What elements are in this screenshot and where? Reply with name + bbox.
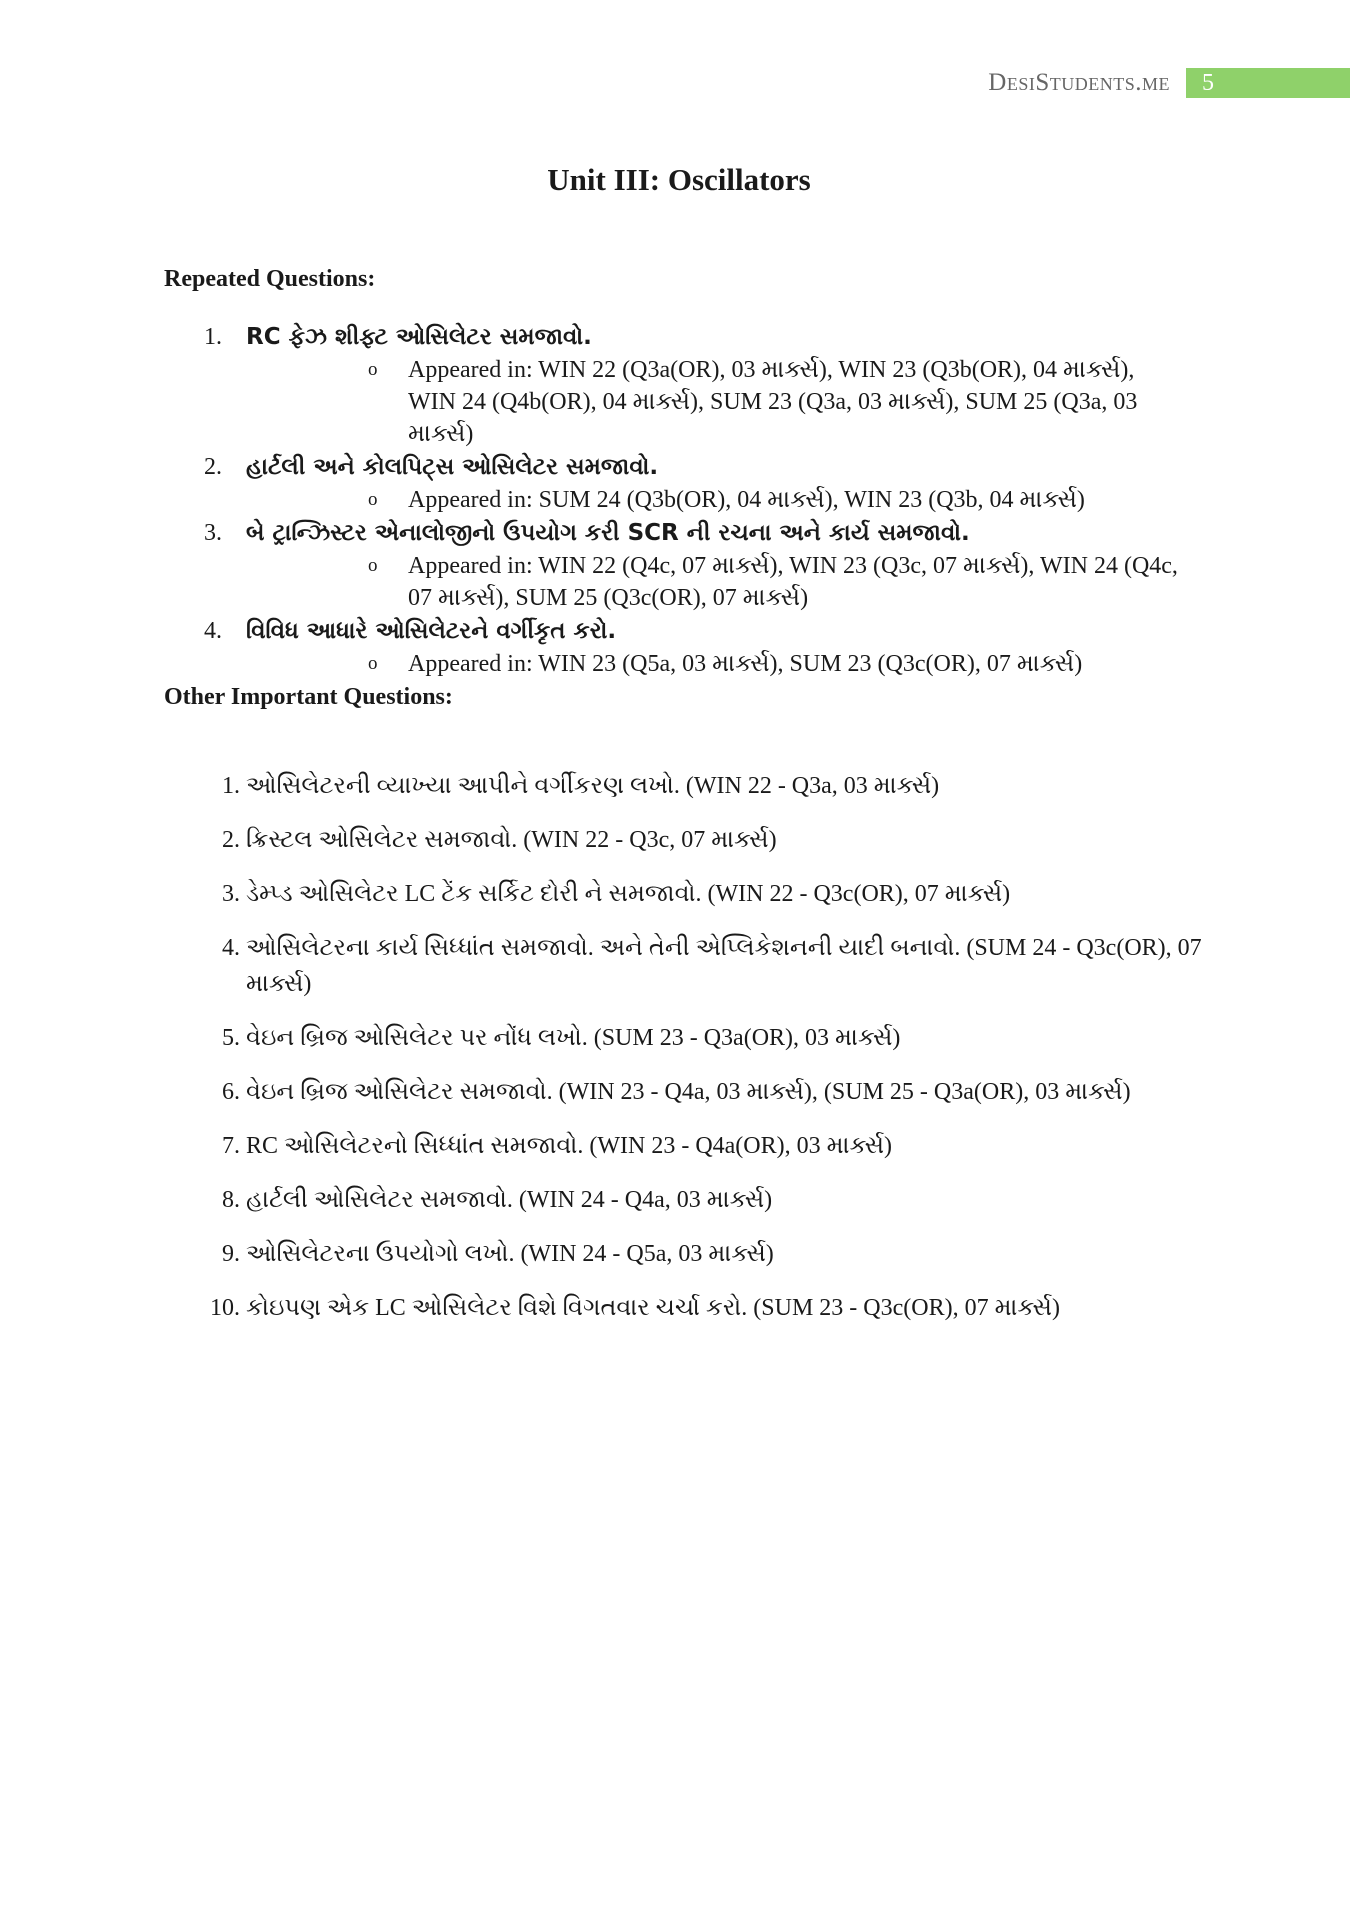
other-question	[164, 1074, 1224, 1110]
appeared-in-text: Appeared in: WIN 22 (Q3a(OR), 03 માર્ક્સ), WIN 23 (Q3b(OR), 04 માર્ક્સ), WIN 24 (Q4b(OR), 04 માર્ક્સ), SUM 23 (Q3a, 03 માર્ક્સ), SUM 25 (Q3a, 03 માર્ક્સ)	[408, 357, 1138, 447]
question-number: 3.	[204, 520, 222, 546]
question-number: 6.	[222, 1079, 240, 1105]
other-question	[164, 1182, 1224, 1218]
appeared-in-item	[246, 550, 1184, 614]
repeated-question	[164, 516, 1184, 614]
question-number: 4.	[204, 618, 222, 644]
other-question	[164, 1020, 1224, 1056]
question-text: ઓસિલેટરની વ્યાખ્યા આપીને વર્ગીકરણ લખો. (WIN 22 - Q3a, 03 માર્ક્સ)	[246, 773, 940, 799]
repeated-question	[164, 450, 1184, 516]
question-number: 1.	[222, 773, 240, 799]
other-question	[164, 876, 1224, 912]
question-text: ઓસિલેટરના કાર્ય સિધ્ધાંત સમજાવો. અને તેની એપ્લિકેશનની યાદી બનાવો. (SUM 24 - Q3c(OR), 07 માર્ક્સ)	[246, 935, 1202, 997]
question-number: 10.	[210, 1295, 240, 1321]
appeared-in-item	[246, 648, 1184, 680]
question-number: 9.	[222, 1241, 240, 1267]
other-questions-list	[164, 768, 1224, 1344]
other-question	[164, 1290, 1224, 1326]
question-text: વિવિધ આધારે ઓસિલેટરને વર્ગીકૃત કરો.	[246, 618, 617, 644]
appeared-in-text: Appeared in: WIN 22 (Q4c, 07 માર્ક્સ), WIN 23 (Q3c, 07 માર્ક્સ), WIN 24 (Q4c, 07 માર્ક્સ), SUM 25 (Q3c(OR), 07 માર્ક્સ)	[408, 553, 1178, 611]
question-text: હાર્ટલી અને કોલપિટ્સ ઓસિલેટર સમજાવો.	[246, 454, 659, 480]
question-text: બે ટ્રાન્ઝિસ્ટર એનાલોજીનો ઉપયોગ કરી SCR ની રચના અને કાર્ય સમજાવો.	[246, 520, 970, 546]
appeared-in-item	[246, 354, 1184, 450]
page-title: Unit III: Oscillators	[547, 162, 811, 197]
repeated-question	[164, 614, 1184, 680]
question-number: 2.	[222, 827, 240, 853]
question-text: વેઇન બ્રિજ ઓસિલેટર સમજાવો. (WIN 23 - Q4a, 03 માર્ક્સ), (SUM 25 - Q3a(OR), 03 માર્ક્સ)	[246, 1079, 1131, 1105]
circle-bullet-icon: o	[368, 359, 378, 380]
page-header	[988, 68, 1350, 98]
other-question	[164, 1128, 1224, 1164]
repeated-questions-heading: Repeated Questions:	[164, 266, 376, 292]
appeared-in-text: Appeared in: SUM 24 (Q3b(OR), 04 માર્ક્સ), WIN 23 (Q3b, 04 માર્ક્સ)	[408, 487, 1085, 513]
other-questions-heading: Other Important Questions:	[164, 684, 453, 710]
question-text: ઓસિલેટરના ઉપયોગો લખો. (WIN 24 - Q5a, 03 માર્ક્સ)	[246, 1241, 774, 1267]
repeated-question	[164, 320, 1184, 450]
circle-bullet-icon: o	[368, 489, 378, 510]
question-text: કોઇપણ એક LC ઓસિલેટર વિશે વિગતવાર ચર્ચા કરો. (SUM 23 - Q3c(OR), 07 માર્ક્સ)	[246, 1295, 1060, 1321]
repeated-questions-list	[164, 320, 1184, 680]
question-number: 2.	[204, 454, 222, 480]
site-name: DesiStudents.me	[988, 69, 1170, 96]
appeared-in-item	[246, 484, 1184, 516]
question-text: ક્રિસ્ટલ ઓસિલેટર સમજાવો. (WIN 22 - Q3c, 07 માર્ક્સ)	[246, 827, 777, 853]
question-number: 7.	[222, 1133, 240, 1159]
appeared-in-text: Appeared in: WIN 23 (Q5a, 03 માર્ક્સ), SUM 23 (Q3c(OR), 07 માર્ક્સ)	[408, 651, 1083, 677]
circle-bullet-icon: o	[368, 653, 378, 674]
question-number: 1.	[204, 324, 222, 350]
other-question	[164, 1236, 1224, 1272]
other-question	[164, 930, 1224, 1002]
question-text: હાર્ટલી ઓસિલેટર સમજાવો. (WIN 24 - Q4a, 03 માર્ક્સ)	[246, 1187, 773, 1213]
question-text: ડેમ્પ્ડ ઓસિલેટર LC ટેંક સર્કિટ દોરી ને સમજાવો. (WIN 22 - Q3c(OR), 07 માર્ક્સ)	[246, 881, 1011, 907]
question-text: RC ઓસિલેટરનો સિધ્ધાંત સમજાવો. (WIN 23 - Q4a(OR), 03 માર્ક્સ)	[246, 1133, 893, 1159]
other-question	[164, 822, 1224, 858]
other-question	[164, 768, 1224, 804]
question-number: 8.	[222, 1187, 240, 1213]
question-text: વેઇન બ્રિજ ઓસિલેટર પર નોંધ લખો. (SUM 23 - Q3a(OR), 03 માર્ક્સ)	[246, 1025, 901, 1051]
question-number: 3.	[222, 881, 240, 907]
question-text: RC ફેઝ શીફ્ટ ઓસિલેટર સમજાવો.	[246, 324, 592, 350]
circle-bullet-icon: o	[368, 555, 378, 576]
question-number: 4.	[222, 935, 240, 961]
page-number: 5	[1186, 68, 1350, 98]
question-number: 5.	[222, 1025, 240, 1051]
